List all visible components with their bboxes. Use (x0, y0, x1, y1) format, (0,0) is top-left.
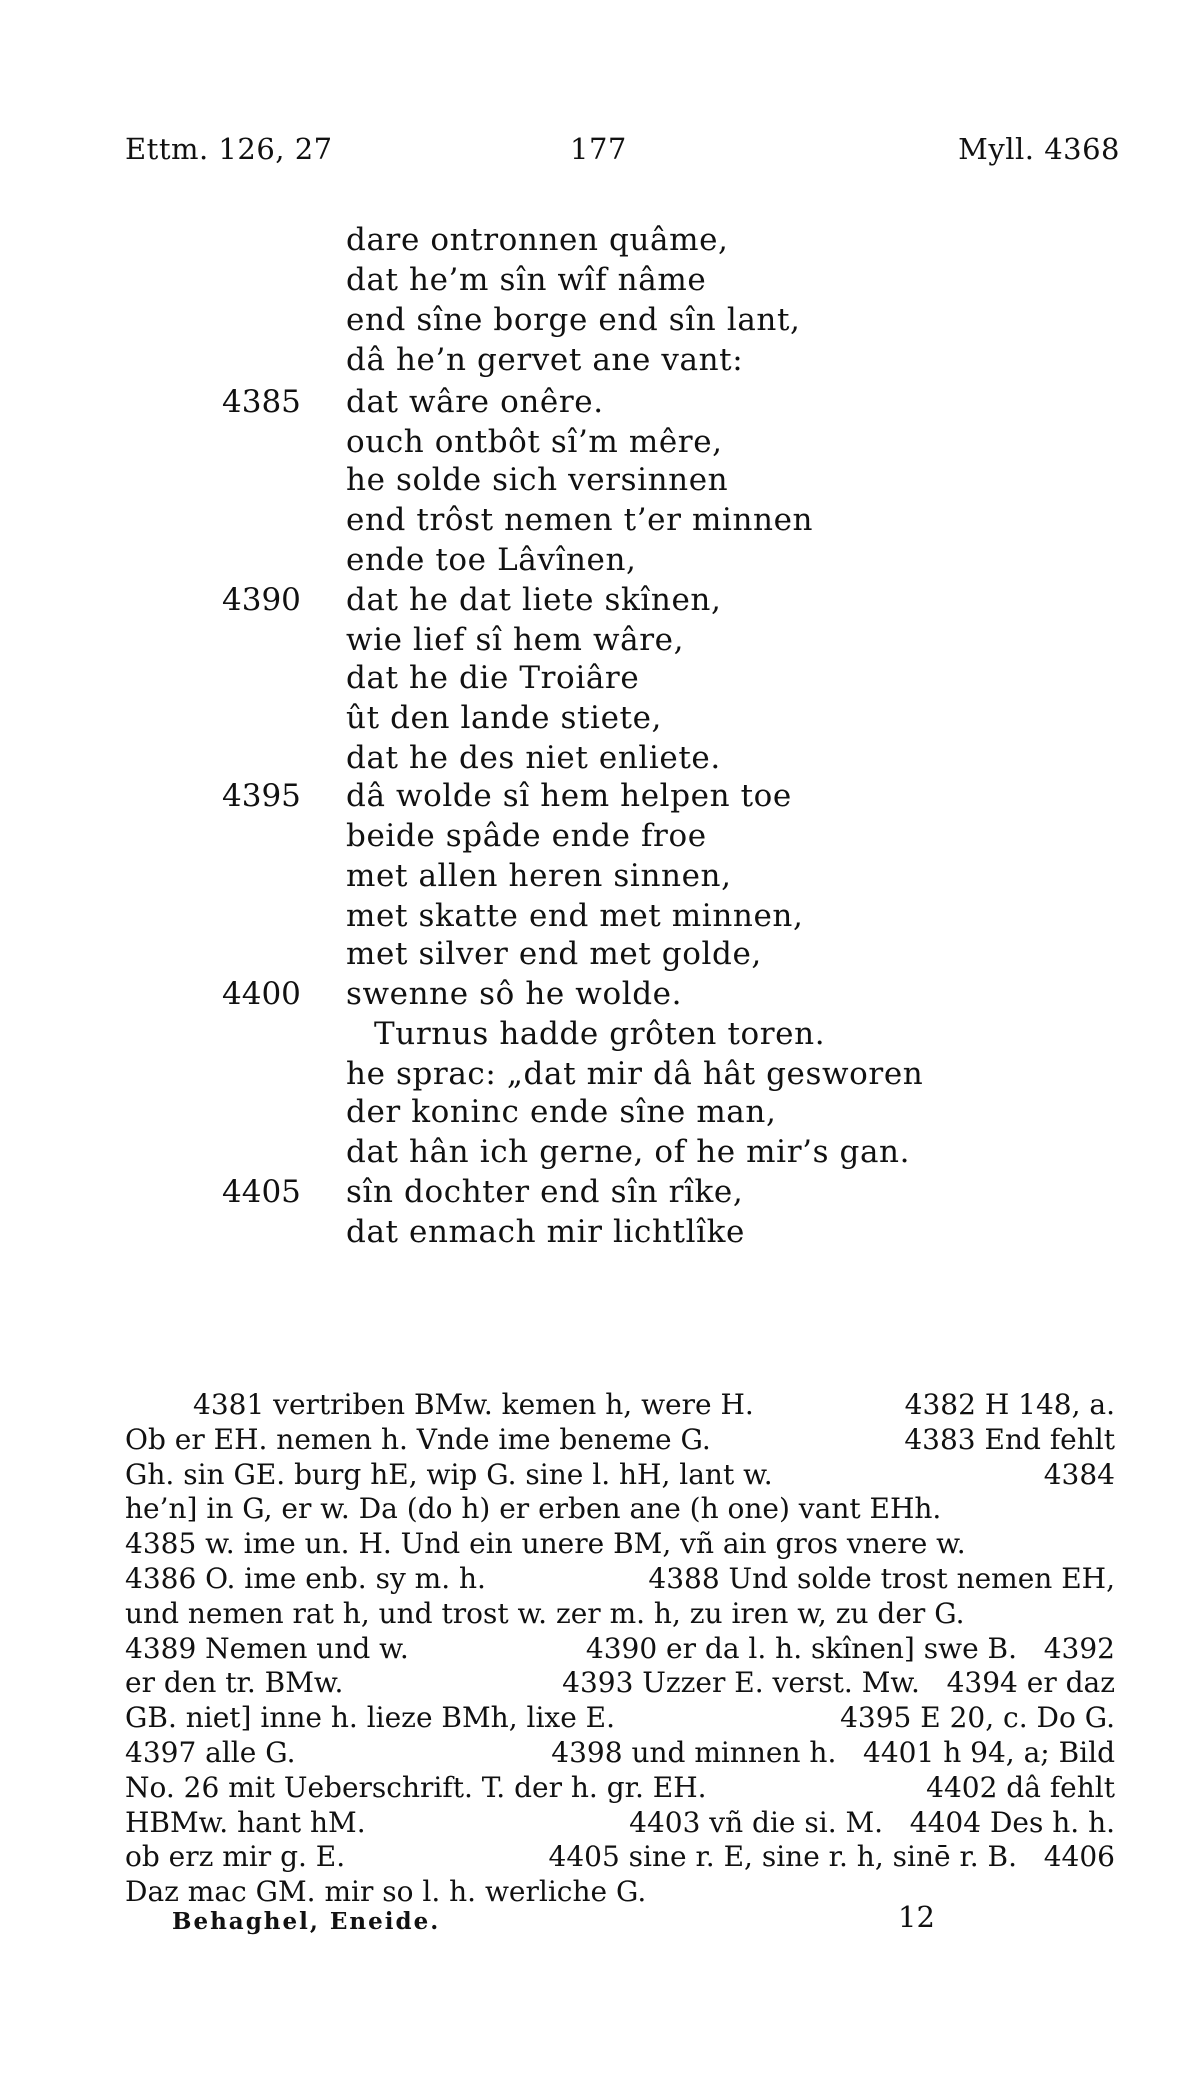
footnote-text: Gh. sin GE. burg hE, wip G. sine l. hH, lant w. (125, 1457, 773, 1491)
footnote-text-right: 4402 dâ fehlt (926, 1770, 1115, 1804)
poem-line: sîn dochter end sîn rîke, (346, 1174, 744, 1210)
footnote-line (125, 1562, 1115, 1597)
page-number: 177 (570, 132, 627, 166)
footnote-line (125, 1527, 1115, 1562)
poem-line: wie lief sî hem wâre, (346, 622, 685, 658)
footnote-text-right: 4390 er da l. h. skînen] swe B. 4392 (585, 1631, 1115, 1665)
footnote-text: No. 26 mit Ueberschrift. T. der h. gr. EH. (125, 1770, 707, 1804)
critical-apparatus (125, 1388, 1115, 1910)
footnote-text: Ob er EH. nemen h. Vnde ime beneme G. (125, 1422, 711, 1456)
footnote-text-right: 4393 Uzzer E. verst. Mw. 4394 er daz (562, 1666, 1115, 1700)
poem-line: met allen heren sinnen, (346, 858, 732, 894)
footnote-line (125, 1458, 1115, 1493)
footnote-text: 4381 vertriben BMw. kemen h, were H. (193, 1388, 754, 1421)
footnote-line (125, 1632, 1115, 1667)
footnote-text: 4397 alle G. (125, 1735, 296, 1769)
footnote-text: 4386 O. ime enb. sy m. h. (125, 1561, 486, 1595)
poem-line: met skatte end met minnen, (346, 898, 804, 934)
poem-line: end trôst nemen t’er minnen (346, 502, 814, 538)
line-number: 4395 (222, 778, 301, 814)
footnote-text: 4385 w. ime un. H. Und ein unere BM, vñ ain gros vnere w. (125, 1527, 966, 1561)
poem-line: dat hân ich gerne, of he mir’s gan. (346, 1134, 911, 1170)
poem-line: Turnus hadde grôten toren. (374, 1016, 826, 1052)
poem-line: he sprac: „dat mir dâ hât gesworen (346, 1056, 924, 1092)
poem-line: der koninc ende sîne man, (346, 1094, 777, 1130)
poem-line: end sîne borge end sîn lant, (346, 302, 801, 338)
header-right-reference: Myll. 4368 (958, 132, 1120, 166)
footnote-text: Daz mac GM. mir so l. h. werliche G. (125, 1875, 647, 1909)
poem-line: dat he’m sîn wîf nâme (346, 262, 707, 298)
poem-line: dâ wolde sî hem helpen toe (346, 778, 792, 814)
footnote-text-right: 4388 Und solde trost nemen EH, (648, 1561, 1115, 1595)
footnote-line (125, 1806, 1115, 1841)
footnote-line (125, 1492, 1115, 1527)
poem-line: dâ he’n gervet ane vant: (346, 342, 744, 378)
footnote-text: er den tr. BMw. (125, 1666, 344, 1700)
footnote-text: ob erz mir g. E. (125, 1840, 346, 1874)
poem-line: beide spâde ende froe (346, 818, 707, 854)
footnote-text-right: 4384 (1043, 1457, 1115, 1491)
line-number: 4390 (222, 582, 301, 618)
poem-line: ouch ontbôt sî’m mêre, (346, 424, 723, 460)
line-number: 4400 (222, 976, 301, 1012)
poem-line: met silver end met golde, (346, 936, 762, 972)
footnote-line (125, 1840, 1115, 1875)
poem-line: swenne sô he wolde. (346, 976, 683, 1012)
poem-line: ende toe Lâvînen, (346, 542, 637, 578)
poem-line: dat he des niet enliete. (346, 740, 721, 776)
poem-line: ût den lande stiete, (346, 700, 662, 736)
line-number: 4405 (222, 1174, 301, 1210)
footnote-text: HBMw. hant hM. (125, 1805, 366, 1839)
footnote-line (125, 1875, 1115, 1910)
line-number: 4385 (222, 384, 301, 420)
footnote-text: he’n] in G, er w. Da (do h) er erben ane (h one) vant EHh. (125, 1492, 942, 1526)
footnote-text-right: 4398 und minnen h. 4401 h 94, a; Bild (551, 1735, 1115, 1769)
footnote-line (125, 1666, 1115, 1701)
poem-line: dat he die Troiâre (346, 660, 640, 696)
footer-signature: Behaghel, Eneide. (172, 1908, 441, 1935)
poem-line: he solde sich versinnen (346, 462, 729, 498)
footnote-text: GB. niet] inne h. lieze BMh, lixe E. (125, 1701, 615, 1735)
footnote-text-right: 4395 E 20, c. Do G. (840, 1701, 1115, 1735)
poem-line: dat enmach mir lichtlîke (346, 1214, 745, 1250)
poem-line: dare ontronnen quâme, (346, 222, 729, 258)
footnote-text-right: 4382 H 148, a. (904, 1388, 1115, 1421)
signature-number: 12 (898, 1900, 935, 1934)
footnote-text-right: 4383 End fehlt (904, 1422, 1115, 1456)
header-left-reference: Ettm. 126, 27 (125, 132, 333, 166)
footnote-line (125, 1736, 1115, 1771)
footnote-line (125, 1701, 1115, 1736)
footnote-text: 4389 Nemen und w. (125, 1631, 409, 1665)
footnote-text: und nemen rat h, und trost w. zer m. h, zu iren w, zu der G. (125, 1596, 965, 1630)
footnote-line (125, 1597, 1115, 1632)
footnote-text-right: 4405 sine r. E, sine r. h, sinē r. B. 4406 (548, 1840, 1115, 1874)
footnote-text-right: 4403 vñ die si. M. 4404 Des h. h. (629, 1805, 1115, 1839)
footnote-line (125, 1388, 1115, 1423)
poem-line: dat he dat liete skînen, (346, 582, 722, 618)
poem-line: dat wâre onêre. (346, 384, 604, 420)
footnote-line (125, 1423, 1115, 1458)
footnote-line (125, 1771, 1115, 1806)
